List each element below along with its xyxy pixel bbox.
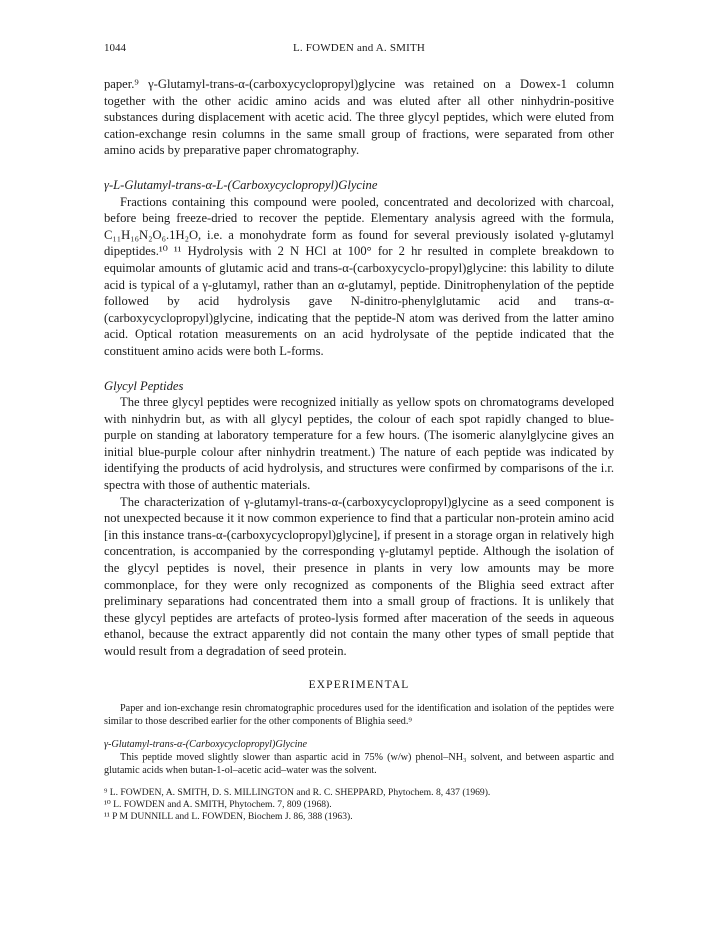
reference-item: ⁹ L. FOWDEN, A. SMITH, D. S. MILLINGTON and R. C. SHEPPARD, Phytochem. 8, 437 (1969). <box>104 786 491 798</box>
page-header <box>104 42 614 58</box>
page-number: 1044 <box>104 42 126 54</box>
experimental-heading: γ-Glutamyl-trans-α-(Carboxycyclopropyl)Glycine <box>104 738 308 750</box>
experimental-title: EXPERIMENTAL <box>308 678 410 691</box>
running-title: L. FOWDEN and A. SMITH <box>292 42 426 54</box>
reference-item: ¹⁰ L. FOWDEN and A. SMITH, Phytochem. 7, 809 (1968). <box>104 799 332 810</box>
section-heading-glycyl: Glycyl Peptides <box>104 378 184 393</box>
article-body <box>104 76 614 824</box>
experimental-paragraph-2: This peptide moved slightly slower than aspartic acid in 75% (w/w) phenol–NH₃ solvent, and between aspartic and glutamic acids when butan-1-ol–acetic acid–water was the solvent. <box>104 751 614 776</box>
paragraph-discussion: The characterization of γ-glutamyl-trans-α-(carboxycyclopropyl)glycine as a seed component is not unexpected because it it now common experience to find that a particular non-protein amino acid [in this instance trans-α-(carboxycyclopropyl)glycine], if present in a storage organ in relatively high concentration, is accompanied by the corresponding γ-glutamyl peptide. Although the isolation of the glycyl peptides is novel, their presence in plants in very low amounts may be more commonplace, for they were only recognized as components of the Blighia seed extract after preliminary separations had concentrated them into a small group of fractions. It is unlikely that these glycyl peptides are artefacts of proteo-lysis formed after maceration of the seeds in aqueous ethanol, because the extract apparently did not contain the many other types of small peptide that would result from a degradation of seed protein. <box>104 494 614 658</box>
reference-item: ¹¹ P M DUNNILL and L. FOWDEN, Biochem J. 86, 388 (1963). <box>104 811 353 823</box>
experimental-section <box>104 702 614 777</box>
section-heading-glutamyl: γ-L-Glutamyl-trans-α-L-(Carboxycyclopropyl)Glycine <box>104 177 378 192</box>
paragraph-intro: paper.⁹ γ-Glutamyl-trans-α-(carboxycyclopropyl)glycine was retained on a Dowex-1 column together with the other acidic amino acids and was eluted after all other ninhydrin-positive substances during displacement with acetic acid. The three glycyl peptides, which were eluted from cation-exchange resin columns in the same small group of fractions, were separated from other amino acids by preparative paper chromatography. <box>104 77 614 158</box>
paragraph-glutamyl: Fractions containing this compound were pooled, concentrated and decolorized with charcoal, before being freeze-dried to recover the peptide. Elementary analysis agreed with the formula, C₁₁H₁₆N₂O₆.1H₂O, i.e. a monohydrate form as found for several previously isolated γ-glutamyl dipeptides.¹⁰ ¹¹ Hydrolysis with 2 N HCl at 100° for 2 hr resulted in complete breakdown to equimolar amounts of glutamic acid and trans-α-(carboxycyclo-propyl)glycine: this lability to dilute acid is typical of a γ-glutamyl, rather than an α-glutamyl, peptide. Dinitrophenylation of the peptide followed by acid hydrolysis gave N-dinitro-phenylglutamic acid and trans-α-(carboxycyclopropyl)glycine, indicating that the peptide-N atom was derived from the latter amino acid. Optical rotation measurements on an acid hydrolysate of the peptide indicated that the constituent amino acids were both L-forms. <box>104 194 614 358</box>
experimental-paragraph: Paper and ion-exchange resin chromatographic procedures used for the identification and isolation of the peptides were similar to those described earlier for the other components of Blighia seed.⁹ <box>104 702 614 727</box>
references <box>104 787 614 824</box>
paragraph-glycyl: The three glycyl peptides were recognized initially as yellow spots on chromatograms developed with ninhydrin but, as with all glycyl peptides, the colour of each spot rapidly changed to blue-purple on standing at laboratory temperature for a few hours. (The isomeric alanylglycine gives an initial blue-purple colour after ninhydrin treatment.) The nature of each peptide was indicated by identifying the products of acid hydrolysis, and structures were confirmed by comparisons of the i.r. spectra with those of authentic materials. <box>104 395 614 493</box>
